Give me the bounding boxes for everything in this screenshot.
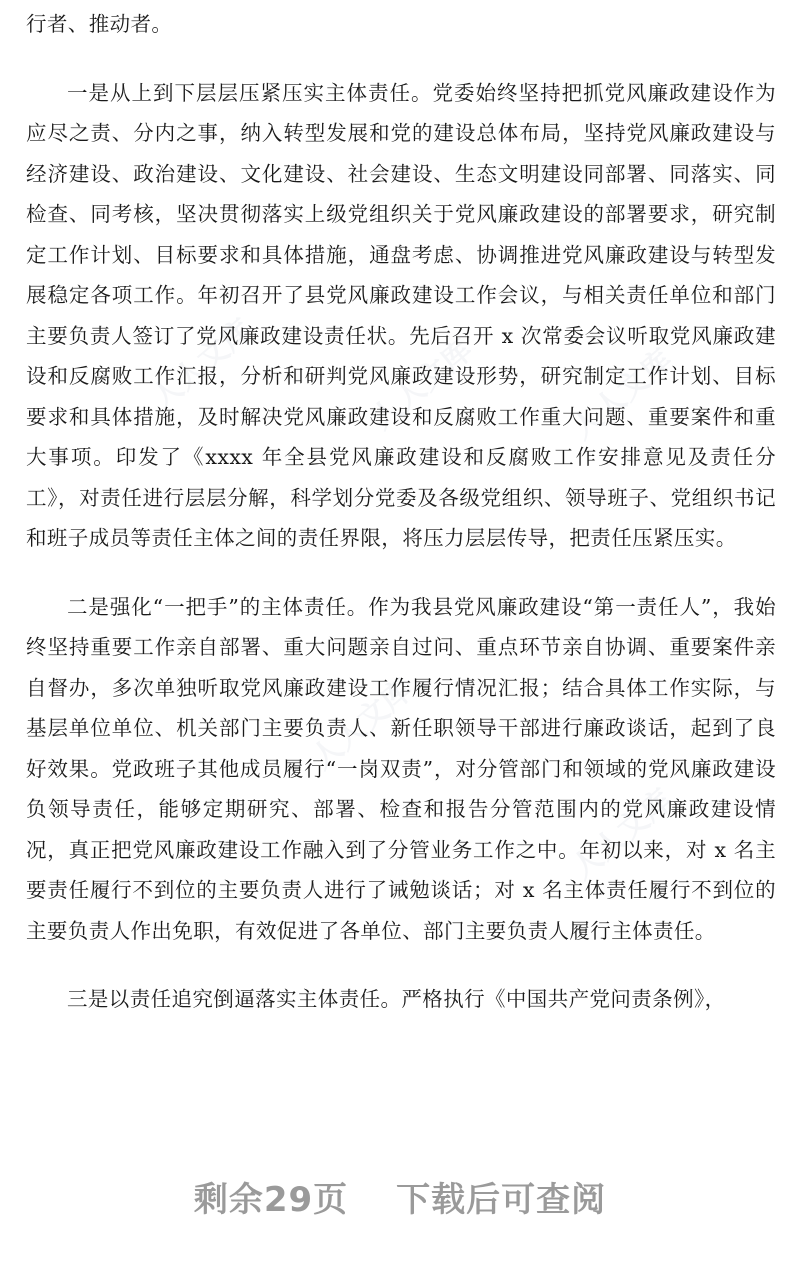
paragraph-point-one: 一是从上到下层层压紧压实主体责任。党委始终坚持把抓党风廉政建设作为应尽之责、分内之事，纳入转型发展和党的建设总体布局，坚持党风廉政建设与经济建设、政治建设、文化建设、社会建设、生态文明建设同部署、同落实、同检查、同考核，坚决贯彻落实上级党组织关于党风廉政建设的部署要求，研究制定工作计划、目标要求和具体措施，通盘考虑、协调推进党风廉政建设与转型发展稳定各项工作。年初召开了县党风廉政建设工作会议，与相关责任单位和部门主要负责人签订了党风廉政建设责任状。先后召开 x 次常委会议听取党风廉政建设和反腐败工作汇报，分析和研判党风廉政建设形势，研究制定工作计划、目标要求和具体措施，及时解决党风廉政建设和反腐败工作重大问题、重要案件和重大事项。印发了《xxxx 年全县党风廉政建设和反腐败工作安排意见及责任分工》，对责任进行层层分解，科学划分党委及各级党组织、领导班子、党组织书记和班子成员等责任主体之间的责任界限，将压力层层传导，把责任压紧压实。	[26, 80, 776, 550]
document-body	[26, 4, 776, 1048]
watermark: 人人文库	[565, 342, 680, 447]
download-prompt-label: 下载后可查阅	[396, 1180, 607, 1220]
download-banner[interactable]	[0, 1172, 800, 1221]
paragraph-continuation: 行者、推动者。	[26, 12, 173, 36]
watermark: 人人文库	[565, 782, 680, 887]
watermark: 人人文库	[365, 332, 480, 437]
watermark: 人人文库	[305, 672, 420, 777]
paragraph-point-three: 三是以责任追究倒逼落实主体责任。严格执行《中国共产党问责条例》，	[67, 987, 726, 1011]
watermark: 人人文库	[145, 312, 260, 417]
paragraph-point-two: 二是强化“一把手”的主体责任。作为我县党风廉政建设“第一责任人”，我始终坚持重要工作亲自部署、重大问题亲自过问、重点环节亲自协调、重要案件亲自督办，多次单独听取党风廉政建设工作履行情况汇报；结合具体工作实际，与基层单位单位、机关部门主要负责人、新任职领导干部进行廉政谈话，起到了良好效果。党政班子其他成员履行“一岗双责”，对分管部门和领域的党风廉政建设负领导责任，能够定期研究、部署、检查和报告分管范围内的党风廉政建设情况，真正把党风廉政建设工作融入到了分管业务工作之中。年初以来，对 x 名主要责任履行不到位的主要负责人进行了诫勉谈话；对 x 名主体责任履行不到位的主要负责人作出免职，有效促进了各单位、部门主要负责人履行主体责任。	[26, 594, 776, 943]
remaining-pages-label: 剩余29页	[193, 1180, 349, 1220]
